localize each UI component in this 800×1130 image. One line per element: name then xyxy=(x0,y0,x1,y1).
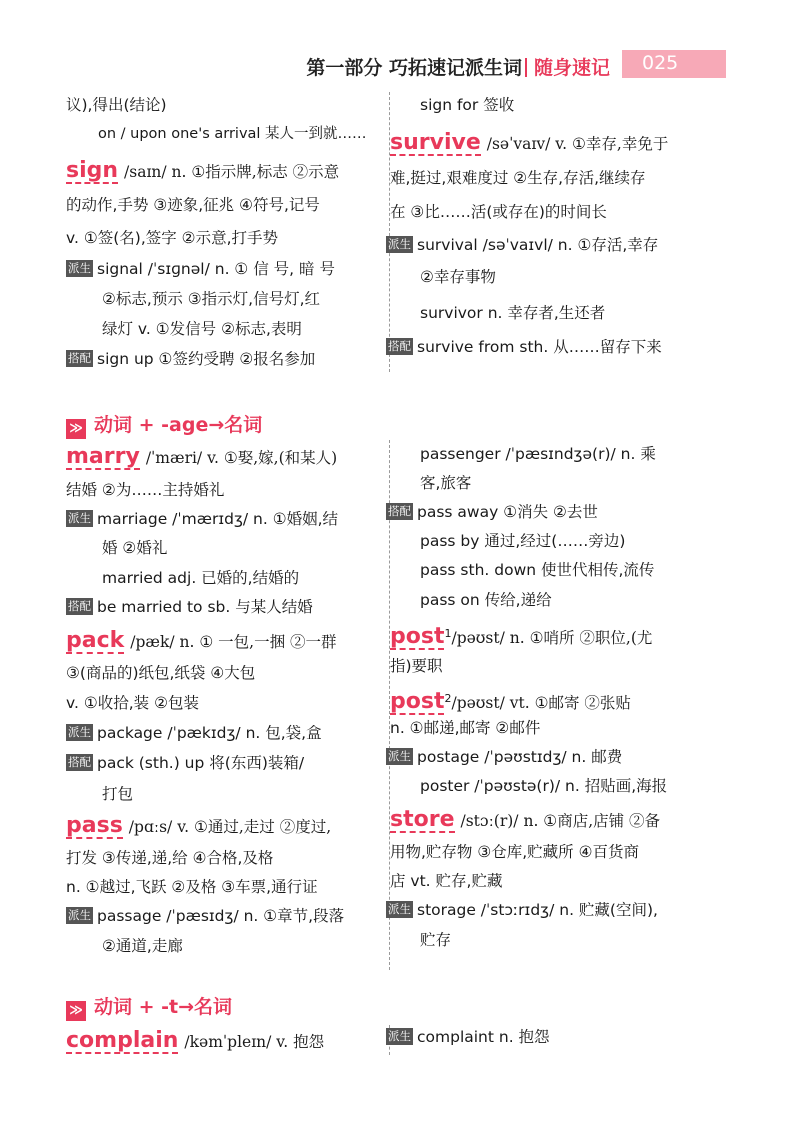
entry-pack xyxy=(66,630,337,654)
section-title: 动词 + -age→名词 xyxy=(94,414,263,436)
headword-store: store xyxy=(390,807,455,832)
derive-complaint xyxy=(386,1026,550,1048)
headword-post-2: post xyxy=(390,689,445,715)
marriage-def-line2: 婚 ②婚礼 xyxy=(102,539,168,557)
survive-def-line2: 难,挺过,艰难度过 ②生存,存活,继续存 xyxy=(390,169,646,187)
postage-def: postage /ˈpəʊstɪdʒ/ n. 邮费 xyxy=(417,748,623,766)
pack-up-def-line2: 打包 xyxy=(102,785,134,803)
pass-by-def: pass by 通过,经过(……旁边) xyxy=(420,532,626,550)
pass-def: /pɑːs/ v. ①通过,走过 ②度过, xyxy=(128,818,332,836)
collocation-pack-up xyxy=(66,752,304,774)
pass-on-def: pass on 传给,递给 xyxy=(420,591,552,609)
collocation-tag: 搭配 xyxy=(388,504,411,518)
poster-def: poster /ˈpəʊstə(r)/ n. 招贴画,海报 xyxy=(420,777,668,795)
sign-def: /saɪn/ n. ①指示牌,标志 ②示意 xyxy=(124,163,340,181)
derive-marriage xyxy=(66,508,338,530)
passenger-def: passenger /ˈpæsɪndʒə(r)/ n. 乘 xyxy=(420,445,656,463)
survivor-def: survivor n. 幸存者,生还者 xyxy=(420,304,606,322)
complaint-def: complaint n. 抱怨 xyxy=(417,1028,550,1046)
derive-tag: 派生 xyxy=(388,1029,411,1043)
derive-tag: 派生 xyxy=(388,237,411,251)
store-def-line3: 店 vt. 贮存,贮藏 xyxy=(390,872,503,890)
collocation-survive-from xyxy=(386,336,662,358)
passenger-def-line2: 客,旅客 xyxy=(420,474,472,492)
collocation-be-married xyxy=(66,596,313,618)
sign-def-line3: v. ①签(名),签字 ②示意,打手势 xyxy=(66,229,278,247)
post-2-def-line2: n. ①邮递,邮寄 ②邮件 xyxy=(390,719,541,737)
pass-down-def: pass sth. down 使世代相传,流传 xyxy=(420,561,655,579)
derive-tag: 派生 xyxy=(68,511,91,525)
collocation-pass-away xyxy=(386,501,598,523)
post-1-def-line2: 指)要职 xyxy=(390,657,443,675)
derive-tag: 派生 xyxy=(68,725,91,739)
survive-from-def: survive from sth. 从……留存下来 xyxy=(417,338,662,356)
derive-signal xyxy=(66,258,335,280)
survive-def: /səˈvaɪv/ v. ①幸存,幸免于 xyxy=(486,135,669,153)
headword-pass: pass xyxy=(66,813,123,838)
page-number: 025 xyxy=(642,52,679,74)
survival-def: survival /səˈvaɪvl/ n. ①存活,幸存 xyxy=(417,236,659,254)
storage-def-line2: 贮存 xyxy=(420,931,452,949)
headword-complain: complain xyxy=(66,1028,179,1053)
entry-sign xyxy=(66,160,339,184)
marry-def-line2: 结婚 ②为……主持婚礼 xyxy=(66,481,225,499)
complain-def: /kəmˈpleɪn/ v. 抱怨 xyxy=(184,1033,325,1051)
package-def: package /ˈpækɪdʒ/ n. 包,袋,盒 xyxy=(97,724,322,742)
phrase-sign-for: sign for 签收 xyxy=(420,96,515,114)
double-chevron-icon: ≫ xyxy=(66,419,86,439)
headword-survive: survive xyxy=(390,130,481,155)
header-separator xyxy=(525,58,527,77)
collocation-tag: 搭配 xyxy=(68,755,91,769)
derive-tag: 派生 xyxy=(388,902,411,916)
section-heading-t xyxy=(66,992,232,1021)
survival-def-line2: ②幸存事物 xyxy=(420,268,496,286)
collocation-tag: 搭配 xyxy=(68,599,91,613)
marry-def: /ˈmæri/ v. ①娶,嫁,(和某人) xyxy=(145,449,338,467)
married-def: married adj. 已婚的,结婚的 xyxy=(102,569,300,587)
entry-pass xyxy=(66,815,331,839)
entry-post-1 xyxy=(390,623,652,650)
entry-survive xyxy=(390,132,668,156)
sign-def-line2: 的动作,手势 ③迹象,征兆 ④符号,记号 xyxy=(66,196,320,214)
continued-line: 议),得出(结论) xyxy=(66,96,167,114)
be-married-def: be married to sb. 与某人结婚 xyxy=(97,598,313,616)
entry-marry xyxy=(66,446,337,470)
collocation-tag: 搭配 xyxy=(388,339,411,353)
collocation-tag: 搭配 xyxy=(68,351,91,365)
derive-tag: 派生 xyxy=(68,261,91,275)
section-title: 动词 + -t→名词 xyxy=(94,996,233,1018)
phrase-on-arrival: on / upon one's arrival 某人一到就…… xyxy=(98,126,367,142)
derive-tag: 派生 xyxy=(388,749,411,763)
pack-def-line2: ③(商品的)纸包,纸袋 ④大包 xyxy=(66,664,256,682)
headword-marry: marry xyxy=(66,444,140,469)
derive-passage xyxy=(66,905,344,927)
signal-def-line3: 绿灯 v. ①发信号 ②标志,表明 xyxy=(102,320,302,338)
derive-package xyxy=(66,722,322,744)
derive-survival xyxy=(386,234,658,256)
signup-def: sign up ①签约受聘 ②报名参加 xyxy=(97,350,316,368)
signal-def: signal /ˈsɪɡnəl/ n. ① 信 号, 暗 号 xyxy=(97,260,335,278)
storage-def: storage /ˈstɔːrɪdʒ/ n. 贮藏(空间), xyxy=(417,901,658,919)
derive-tag: 派生 xyxy=(68,908,91,922)
part-title: 第一部分 巧拓速记派生词 xyxy=(306,57,522,79)
headword-sign: sign xyxy=(66,158,119,183)
derive-postage xyxy=(386,746,622,768)
signal-def-line2: ②标志,预示 ③指示灯,信号灯,红 xyxy=(102,290,320,308)
page-header xyxy=(0,50,800,82)
double-chevron-icon: ≫ xyxy=(66,1001,86,1021)
entry-store xyxy=(390,809,660,833)
pass-def-line3: n. ①越过,飞跃 ②及格 ③车票,通行证 xyxy=(66,878,318,896)
marriage-def: marriage /ˈmærɪdʒ/ n. ①婚姻,结 xyxy=(97,510,339,528)
series-title: 随身速记 xyxy=(534,57,611,79)
entry-post-2 xyxy=(390,688,631,715)
survive-def-line3: 在 ③比……活(或存在)的时间长 xyxy=(390,203,607,221)
pack-up-def: pack (sth.) up 将(东西)装箱/ xyxy=(97,754,305,772)
post-2-superscript: 2 xyxy=(444,692,452,705)
pass-def-line2: 打发 ③传递,递,给 ④合格,及格 xyxy=(66,849,274,867)
headword-post-1: post xyxy=(390,624,445,650)
collocation-signup xyxy=(66,348,315,370)
section-heading-age xyxy=(66,410,262,439)
post-2-def: /pəʊst/ vt. ①邮寄 ②张贴 xyxy=(451,694,631,713)
pack-def-line3: v. ①收拾,装 ②包装 xyxy=(66,694,199,712)
post-1-def: /pəʊst/ n. ①哨所 ②职位,(尤 xyxy=(451,629,653,648)
pass-away-def: pass away ①消失 ②去世 xyxy=(417,503,598,521)
headword-pack: pack xyxy=(66,628,125,653)
pack-def: /pæk/ n. ① 一包,一捆 ②一群 xyxy=(130,633,337,651)
passage-def-line2: ②通道,走廊 xyxy=(102,937,183,955)
post-1-superscript: 1 xyxy=(444,627,452,640)
store-def: /stɔː(r)/ n. ①商店,店铺 ②备 xyxy=(460,812,661,830)
entry-complain xyxy=(66,1030,324,1054)
derive-storage xyxy=(386,899,658,921)
store-def-line2: 用物,贮存物 ③仓库,贮藏所 ④百货商 xyxy=(390,843,640,861)
passage-def: passage /ˈpæsɪdʒ/ n. ①章节,段落 xyxy=(97,907,345,925)
page-number-box xyxy=(622,50,726,78)
